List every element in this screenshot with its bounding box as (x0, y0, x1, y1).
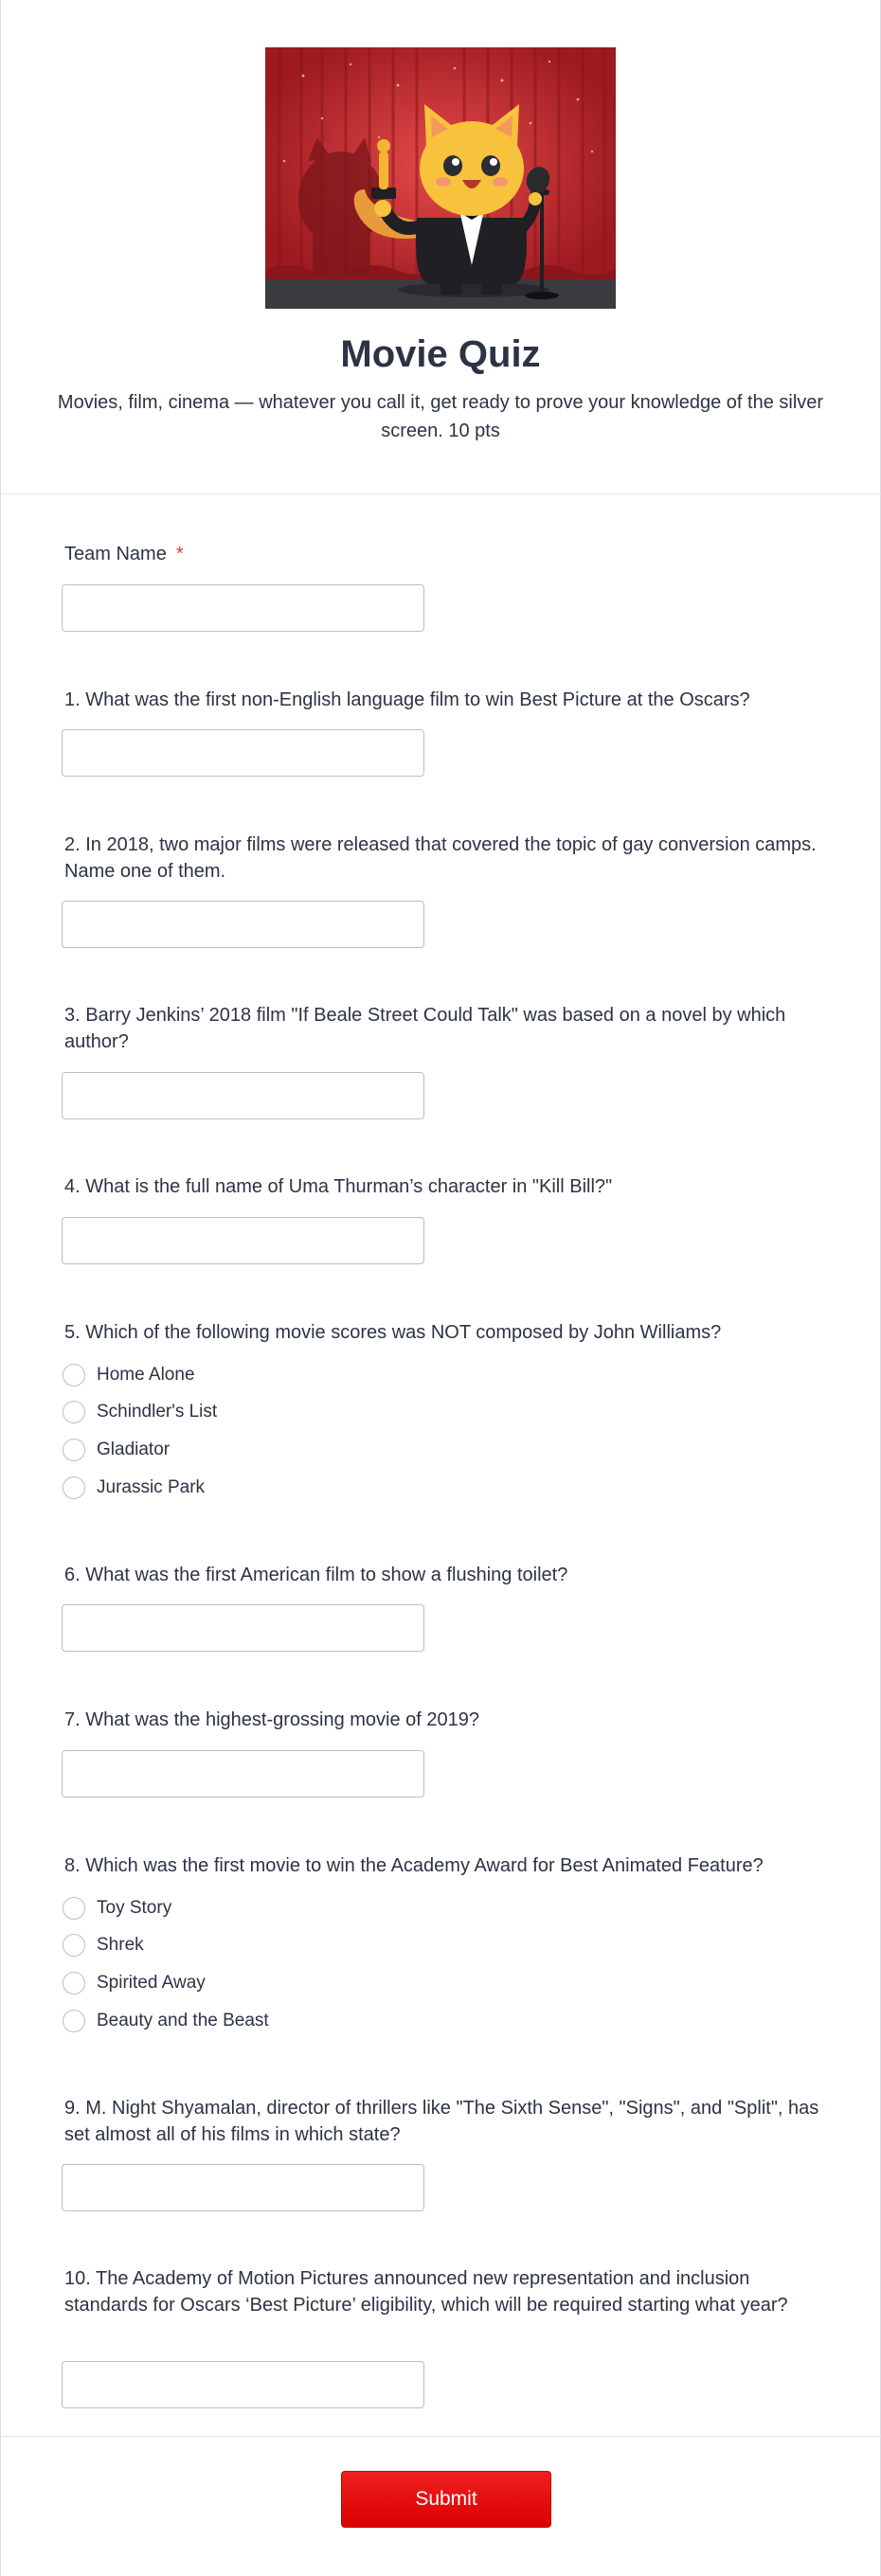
option-label: Shrek (97, 1935, 144, 1955)
header-image (265, 47, 616, 309)
question-4-input[interactable] (62, 1217, 424, 1264)
radio-button[interactable] (63, 1897, 85, 1920)
radio-button[interactable] (63, 1401, 85, 1423)
question-10-label: 10. The Academy of Motion Pictures announced new representation and inclusion standards for Oscars ‘Best Picture’ eligibility, which will be required starting what year? (64, 2268, 788, 2316)
question-5-option-jurassic-park[interactable] (63, 1476, 205, 1500)
question-8-option-toy-story[interactable] (63, 1896, 171, 1921)
team-name-label-text: Team Name (64, 544, 167, 564)
radio-button[interactable] (63, 1934, 85, 1957)
radio-button[interactable] (63, 1476, 85, 1499)
question-5-option-home-alone[interactable] (63, 1363, 195, 1387)
option-label: Gladiator (97, 1440, 171, 1459)
question-10-input[interactable] (62, 2361, 424, 2408)
question-5-option-schindlers-list[interactable] (63, 1400, 217, 1424)
radio-button[interactable] (63, 1364, 85, 1386)
question-7-input[interactable] (62, 1750, 424, 1798)
question-8-option-spirited-away[interactable] (63, 1971, 206, 1995)
question-5-option-gladiator[interactable] (63, 1438, 170, 1462)
option-label: Toy Story (97, 1898, 172, 1918)
radio-button[interactable] (63, 2010, 85, 2032)
submit-button[interactable]: Submit (341, 2471, 551, 2528)
question-1-input[interactable] (62, 729, 424, 777)
option-label: Beauty and the Beast (97, 2011, 269, 2030)
question-6-input[interactable] (62, 1604, 424, 1652)
question-3-input[interactable] (62, 1072, 424, 1119)
footer-divider (0, 2436, 881, 2437)
option-label: Jurassic Park (97, 1477, 206, 1497)
header-divider (0, 493, 881, 494)
question-7-label: 7. What was the highest-grossing movie of 2019? (64, 1709, 480, 1730)
question-8-option-beauty-and-the-beast[interactable] (63, 2009, 269, 2033)
question-3-label: 3. Barry Jenkins’ 2018 film "If Beale Street Could Talk" was based on a novel by which author? (64, 1005, 786, 1052)
question-8-option-shrek[interactable] (63, 1933, 144, 1958)
required-mark: * (175, 544, 184, 564)
form-title: Movie Quiz (340, 333, 541, 375)
question-5-label: 5. Which of the following movie scores was NOT composed by John Williams? (64, 1322, 722, 1343)
option-label: Home Alone (97, 1365, 195, 1385)
question-6-label: 6. What was the first American film to show a flushing toilet? (64, 1565, 568, 1585)
question-8-label: 8. Which was the first movie to win the Academy Award for Best Animated Feature? (64, 1855, 764, 1876)
team-name-label (64, 541, 822, 567)
movie-cat-illustration (265, 47, 616, 309)
radio-button[interactable] (63, 1972, 85, 1995)
radio-button[interactable] (63, 1439, 85, 1461)
question-2-input[interactable] (62, 901, 424, 948)
option-label: Spirited Away (97, 1973, 206, 1993)
form-description: Movies, film, cinema — whatever you call it, get ready to prove your knowledge of the silver screen. 10 pts (57, 392, 824, 441)
question-2-label: 2. In 2018, two major films were released that covered the topic of gay conversion camps. Name one of them. (64, 834, 817, 882)
question-9-input[interactable] (62, 2164, 424, 2211)
team-name-input[interactable] (62, 584, 424, 632)
question-9-label: 9. M. Night Shyamalan, director of thrillers like "The Sixth Sense", "Signs", and "Split", has set almost all of his films in which state? (64, 2098, 819, 2145)
option-label: Schindler's List (97, 1402, 218, 1422)
question-4-label: 4. What is the full name of Uma Thurman’s character in "Kill Bill?" (64, 1176, 613, 1197)
question-1-label: 1. What was the first non-English language film to win Best Picture at the Oscars? (64, 689, 750, 710)
